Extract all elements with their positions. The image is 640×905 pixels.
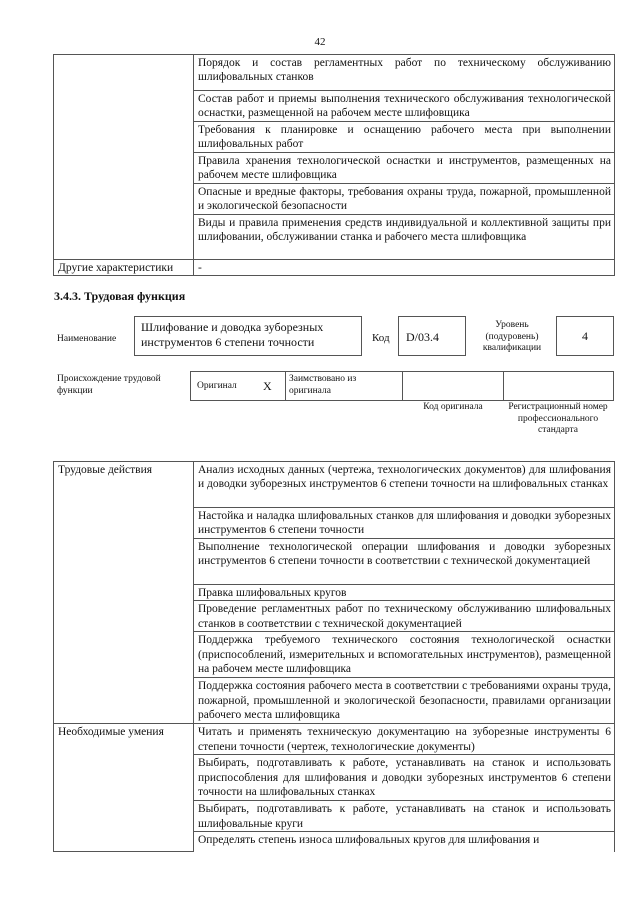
labor-action-item: Проведение регламентных работ по техническому обслуживанию шлифовальных станков в соответствии с технической документацией — [194, 601, 615, 632]
code-label: Код — [372, 332, 390, 344]
knowledge-item: Состав работ и приемы выполнения технического обслуживания технологической оснастки, размещенной на рабочем месте шлифовщика — [194, 91, 615, 122]
skill-item: Читать и применять техническую документацию на зуборезные инструменты 6 степени точности (чертеж, технологические документы) — [194, 724, 615, 755]
level-label: Уровень (подуровень) квалификации — [482, 320, 542, 353]
code-caption: Код оригинала — [423, 402, 483, 412]
labor-action-item: Поддержка состояния рабочего места в соответствии с требованиями охраны труда, пожарной, промышленной и экологической безопасности, правилами организации рабочего места шлифовщика — [194, 678, 615, 724]
reg-number-box — [503, 371, 614, 401]
function-name-box — [134, 316, 362, 356]
labor-action-item: Поддержка требуемого технического состояния технологической оснастки (приспособлений, измерительных и вспомогательных инструментов), размещенной на рабочем месте шлифовщика — [194, 632, 615, 678]
origin-original-box — [190, 371, 286, 401]
knowledge-item: Виды и правила применения средств индивидуальной и коллективной защиты при шлифовании, обслуживании станка и рабочего места шлифовщика — [194, 214, 615, 259]
knowledge-label-cell — [54, 55, 194, 260]
name-label: Наименование — [57, 334, 117, 344]
labor-action-item: Выполнение технологической операции шлифования и доводки зуборезных инструментов 6 степени точности в соответствии с технической документацией — [194, 539, 615, 585]
knowledge-item: Требования к планировке и оснащению рабочего места при выполнении шлифовальных работ — [194, 122, 615, 153]
reg-caption: Регистрационный номер профессионального стандарта — [508, 402, 608, 435]
other-characteristics-label: Другие характеристики — [54, 259, 194, 275]
skill-item: Определять степень износа шлифовальных кругов для шлифования и — [194, 832, 615, 852]
level-value: 4 — [582, 329, 588, 343]
knowledge-item: Порядок и состав регламентных работ по техническому обслуживанию шлифовальных станков — [194, 55, 615, 91]
origin-label: Происхождение трудовой функции — [57, 374, 161, 396]
code-box — [398, 316, 466, 356]
knowledge-item: Правила хранения технологической оснастки и инструментов, размещенных на рабочем месте шлифовщика — [194, 153, 615, 184]
labor-action-item: Анализ исходных данных (чертежа, технологических документов) для шлифования и доводки зуборезных инструментов 6 степени точности на шлифовальных станках — [194, 462, 615, 508]
section-heading: 3.4.3. Трудовая функция — [54, 289, 186, 303]
borrowed-label: Заимствовано из оригинала — [289, 374, 357, 396]
knowledge-item: Опасные и вредные факторы, требования охраны труда, пожарной, промышленной и экологической безопасности — [194, 184, 615, 215]
knowledge-table — [53, 54, 615, 276]
other-characteristics-value: - — [194, 259, 615, 275]
page-number: 42 — [314, 36, 326, 48]
labor-action-item: Правка шлифовальных кругов — [194, 585, 615, 601]
origin-borrowed-box — [285, 371, 403, 401]
labor-actions-label: Трудовые действия — [54, 462, 194, 724]
original-label: Оригинал — [197, 381, 237, 391]
level-box — [556, 316, 614, 356]
skills-label: Необходимые умения — [54, 724, 194, 852]
original-mark: X — [263, 379, 272, 393]
labor-action-item: Настойка и наладка шлифовальных станков для шлифования и доводки зуборезных инструментов 6 степени точности — [194, 508, 615, 539]
function-name-value: Шлифование и доводка зуборезных инструментов 6 степени точности — [141, 320, 324, 349]
original-code-box — [402, 371, 504, 401]
code-value: D/03.4 — [406, 330, 439, 344]
function-table — [53, 461, 615, 852]
skill-item: Выбирать, подготавливать к работе, устанавливать на станок и использовать приспособления для шлифования и доводки зуборезных инструментов 6 степени точности на шлифовальных станках — [194, 755, 615, 801]
skill-item: Выбирать, подготавливать к работе, устанавливать на станок и использовать шлифовальные круги — [194, 801, 615, 832]
